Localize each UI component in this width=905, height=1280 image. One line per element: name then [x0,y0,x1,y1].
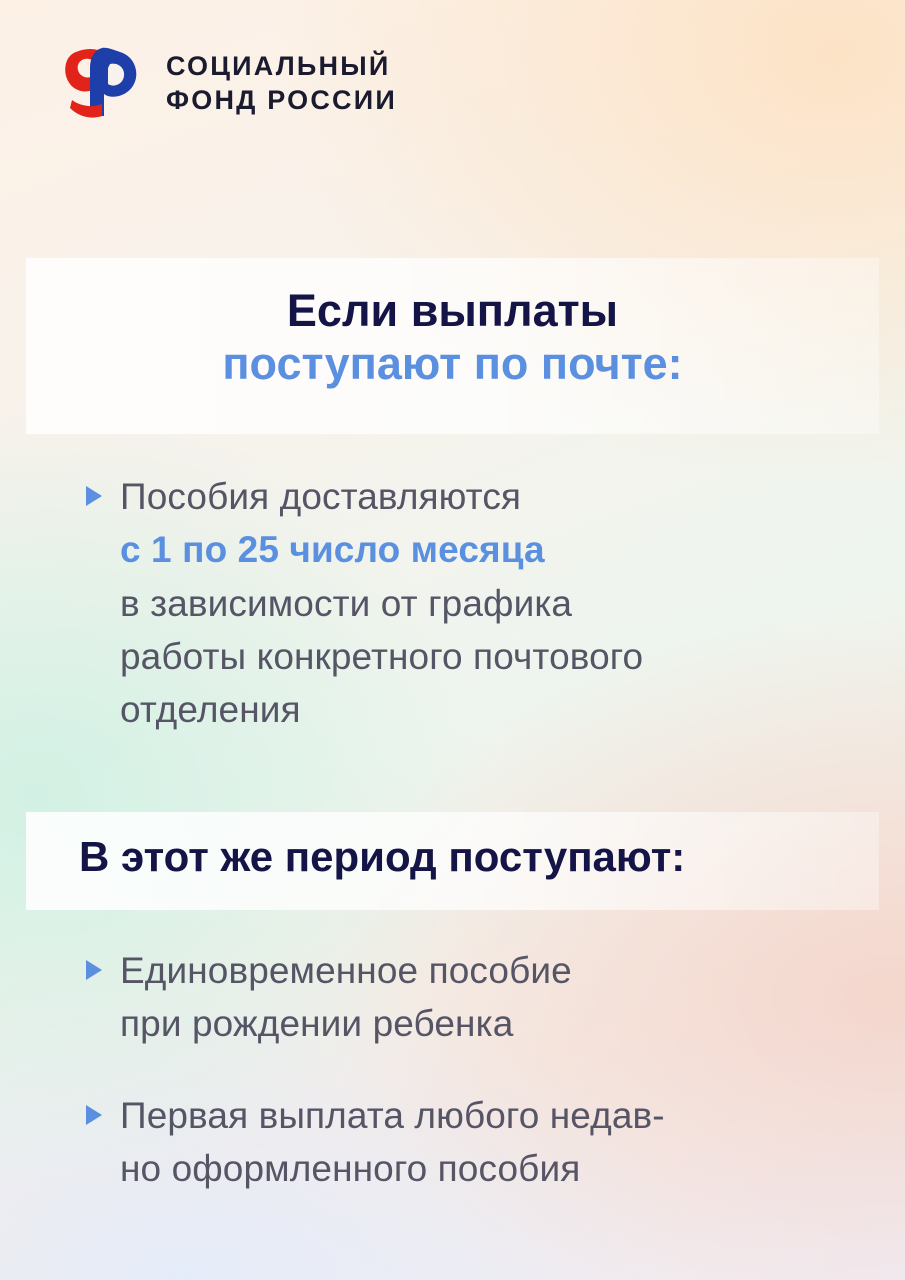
section2-bullet-list [84,944,874,1233]
bullet2-line2: при рождении ребенка [120,1003,514,1045]
brand-logo-text [166,52,397,114]
list-item-text [120,470,643,736]
brand-logo-line-2: ФОНД РОССИИ [166,84,397,115]
sfr-logo-icon [62,44,146,122]
triangle-right-icon [84,484,104,508]
bullet1-highlight: с 1 по 25 число месяца [120,529,545,571]
section1-heading-line-1: Если выплаты [286,285,619,336]
section2-heading: В этот же период поступают: [79,833,686,880]
bullet3-line2: но оформленного пособия [120,1147,581,1189]
triangle-right-icon [84,1103,104,1127]
list-item [84,944,874,1051]
bullet2-line1: Единовременное пособие [120,950,572,991]
bullet1-part4: отделения [120,689,301,731]
bullet1-part1: Пособия доставляются [120,476,522,517]
list-item [84,470,874,736]
list-item [84,1089,874,1196]
bullet1-part2: в зависимости от графика [120,582,573,624]
triangle-right-icon [84,958,104,982]
bullet3-line1: Первая выплата любого недав- [120,1094,665,1136]
list-item-text [120,944,572,1051]
section1-bullet-list [84,470,874,774]
brand-logo-line-1: СОЦИАЛЬНЫЙ [166,51,391,82]
list-item-text [120,1089,665,1196]
brand-logo [62,44,397,122]
section1-heading-line-2: поступают по почте: [222,338,683,390]
bullet1-part3: работы конкретного почтового [120,635,644,677]
section2-heading-banner [26,812,879,910]
section1-heading-banner [26,258,879,434]
